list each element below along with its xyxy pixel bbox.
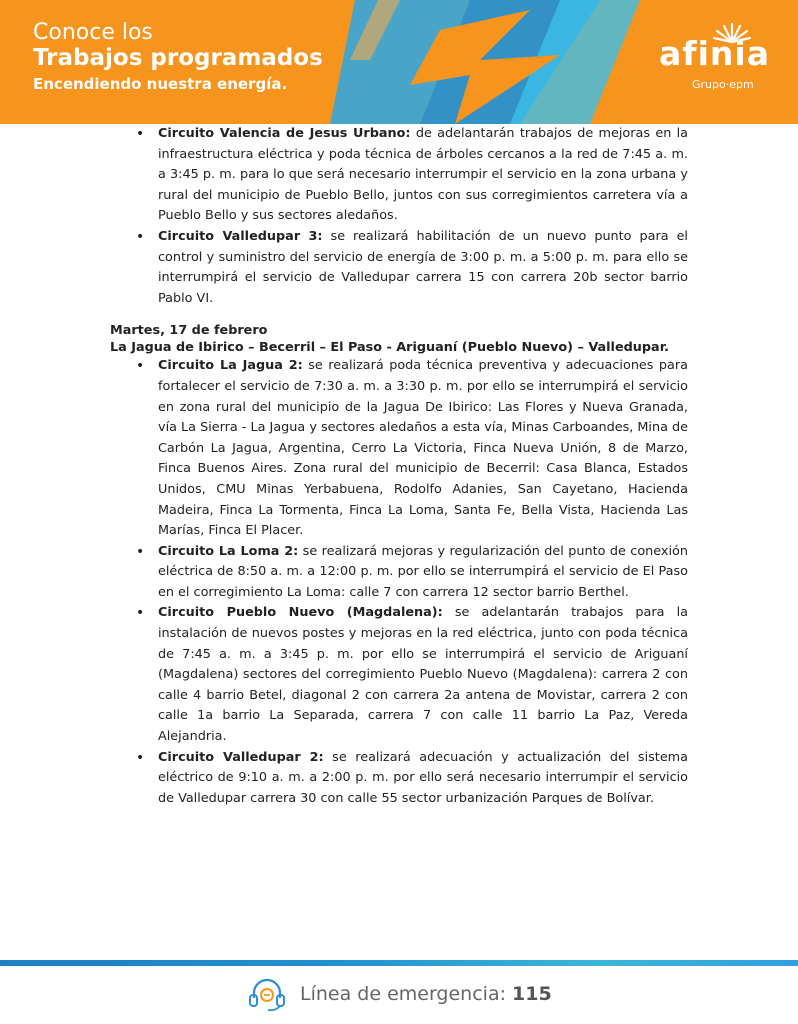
emergency-number: 115 <box>512 983 552 1005</box>
emergency-label: Línea de emergencia: <box>300 983 506 1005</box>
list-item <box>0 748 798 810</box>
section2-heading <box>0 322 798 356</box>
emergency-line <box>300 983 552 1005</box>
item-title: Circuito Valencia de Jesus Urbano: <box>158 126 411 141</box>
header-tagline: Encendiendo nuestra energía. <box>33 75 288 93</box>
list-item <box>0 603 798 747</box>
list-item <box>0 356 798 541</box>
item-text: se realizará poda técnica preventiva y adecuaciones para fortalecer el servicio de 7:30 a. m. a 3:30 p. m. por ello se interrumpirá el servicio en zona rural del municipio de la Jagua De Ibirico: Las Flores y Nueva Granada, vía La Sierra - La Jagua y sectores aledaños a esta vía, Minas Carboandes, Mina de Carbón La Jagua, Argentina, Cerro La Victoria, Finca Nueva Unión, 8 de Marzo, Finca Buenos Aires. Zona rural del municipio de Becerril: Casa Blanca, Estados Unidos, CMU Minas Yerbabuena, Rodolfo Adanies, San Cayetano, Hacienda Madeira, Finca La Tormenta, Finca La Loma, Santa Fe, Bella Vista, Hacienda Las Marías, Finca El Placer. <box>158 358 689 539</box>
section2-places: La Jagua de Ibirico – Becerril – El Paso - Ariguaní (Pueblo Nuevo) – Valledupar. <box>110 340 670 356</box>
page-header <box>0 0 798 124</box>
list-item <box>0 124 798 227</box>
item-text: se realizará adecuación y actualización del sistema eléctrico de 9:10 a. m. a 2:00 p. m. por ello será necesario interrumpir el servicio de Valledupar carrera 30 con calle 55 sector urbanización Parques de Bolívar. <box>158 749 688 806</box>
logo-wordmark: afinia <box>659 34 771 73</box>
header-title-line1: Conoce los <box>33 20 153 45</box>
item-title: Circuito La Loma 2: <box>158 543 299 559</box>
afinia-logo <box>655 20 780 100</box>
item-text: se realizará mejoras y regularización del punto de conexión eléctrica de 8:50 a. m. a 12:00 p. m. por ello se interrumpirá el servicio de El Paso en el corregimiento La Loma: calle 7 con carrera 12 sector barrio Berthel. <box>158 543 688 600</box>
list-item <box>0 542 798 604</box>
item-title: Circuito La Jagua 2: <box>158 358 303 374</box>
item-text: se adelantarán trabajos para la instalación de nuevos postes y mejoras en la red eléctrica, junto con poda técnica de 7:45 a. m. a 3:45 p. m. por ello se interrumpirá el servicio de Ariguaní (Magdalena) sectores del corregimiento Pueblo Nuevo (Magdalena): carrera 2 con calle 4 barrio Betel, diagonal 2 con carrera 2a antena de Movistar, carrera 2 con calle 1a barrio La Separada, carrera 7 con calle 11 barrio La Paz, Vereda Alejandria. <box>158 605 688 745</box>
section1-list <box>0 124 798 309</box>
header-title-line2: Trabajos programados <box>33 45 323 71</box>
item-title: Circuito Pueblo Nuevo (Magdalena): <box>158 605 443 621</box>
item-title: Circuito Valledupar 3: <box>158 228 323 244</box>
item-text: de adelantarán trabajos de mejoras en la infraestructura eléctrica y poda técnica de árboles cercanos a la red de 7:45 a. m. a 3:45 p. m. para lo que será necesario interrumpir el servicio en la zona urbana y rural del municipio de Pueblo Bello, juntos con sus corregimientos carretera vía a Pueblo Bello y sus sectores aledaños. <box>158 126 688 224</box>
section2-date: Martes, 17 de febrero <box>110 323 268 339</box>
document-body <box>0 124 798 809</box>
item-text: se realizará habilitación de un nuevo punto para el control y suministro del servicio de energía de 3:00 p. m. a 5:00 p. m. para ello se interrumpirá el servicio de Valledupar carrera 15 con carrera 20b sector barrio Pablo VI. <box>158 228 688 306</box>
list-item <box>0 227 798 309</box>
logo-subtitle: Grupo·epm <box>692 78 754 91</box>
headset-icon <box>246 978 288 1012</box>
page-footer <box>0 966 798 1024</box>
section2-list <box>0 356 798 809</box>
item-title: Circuito Valledupar 2: <box>158 749 324 765</box>
